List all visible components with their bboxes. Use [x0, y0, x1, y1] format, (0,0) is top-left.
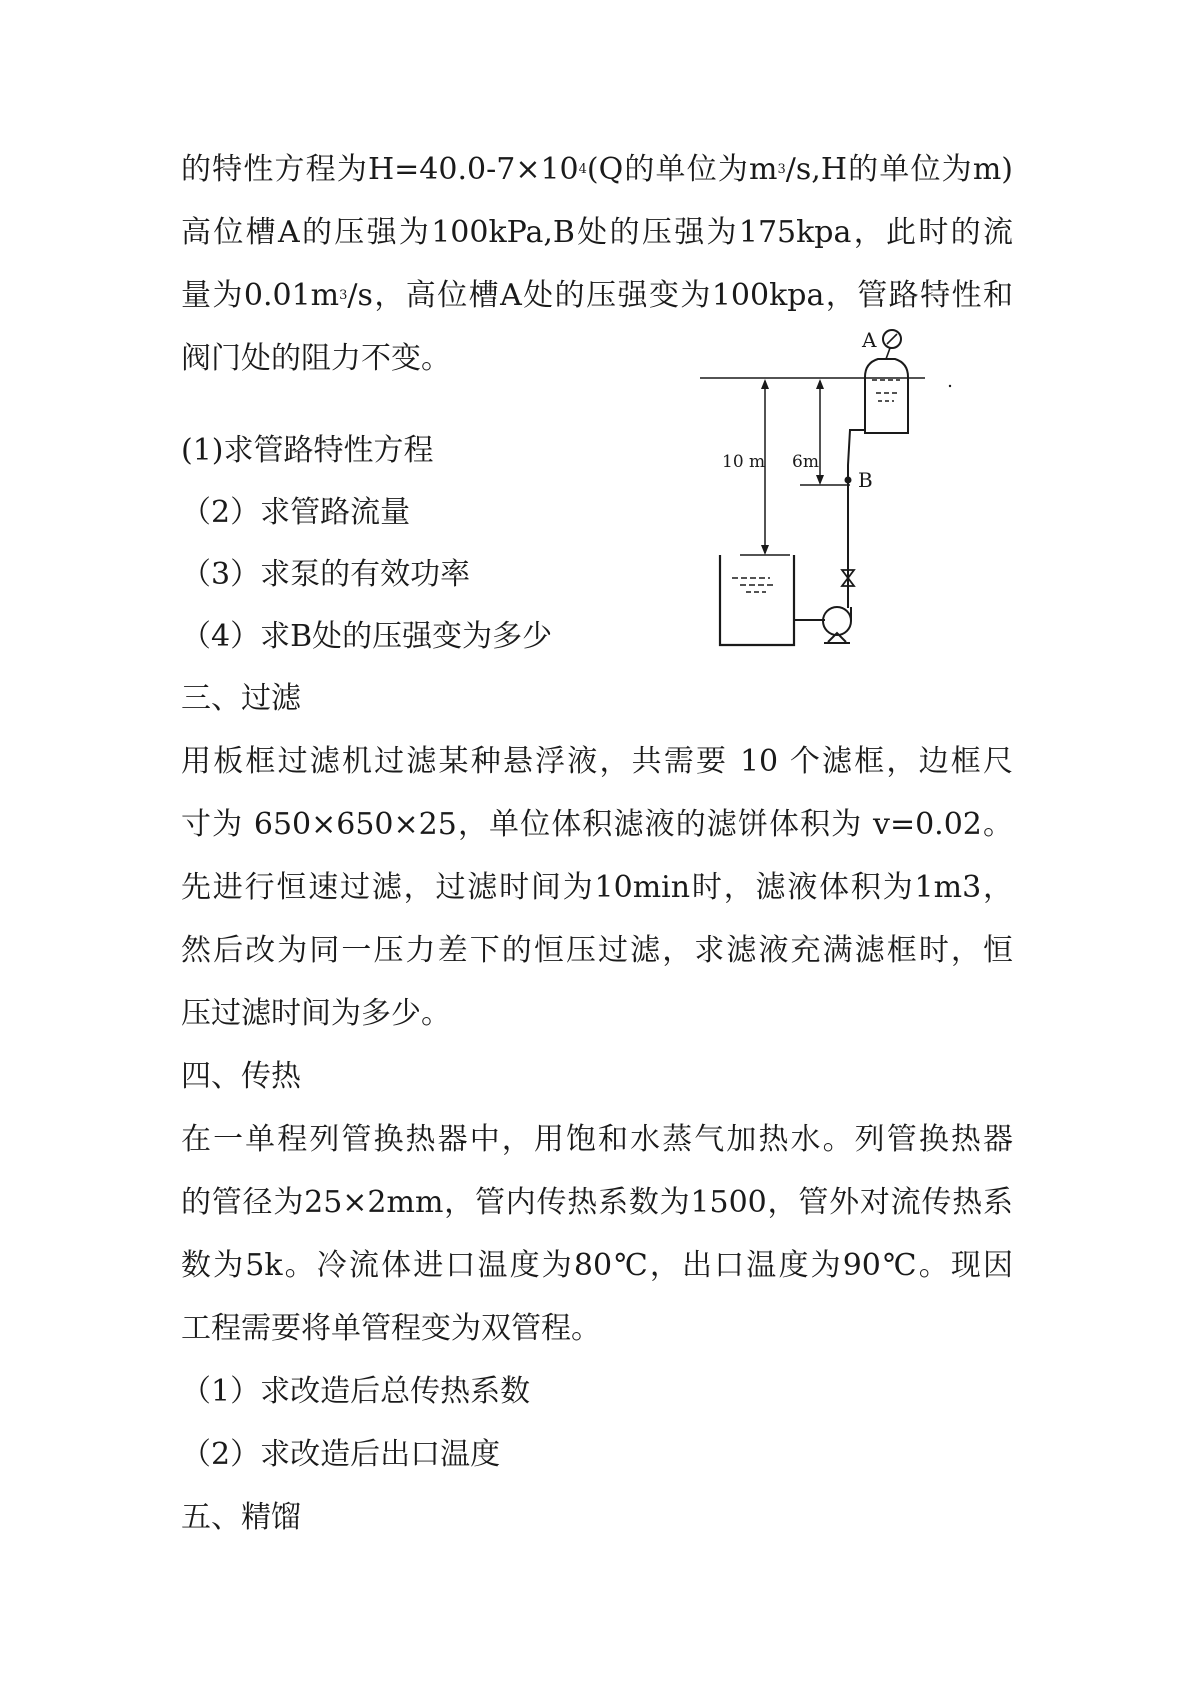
section4-line-4: 工程需要将单管程变为双管程。	[181, 1311, 601, 1346]
problem2-line-3: 量为$0.01m^3/s$，高位槽A处的压强变为100kpa，管路特性和	[181, 278, 1013, 313]
section4-line-2: 的管径为25×2mm，管内传热系数为1500，管外对流传热系	[181, 1185, 1013, 1220]
problem2-line-4: 阀门处的阻力不变。	[181, 341, 451, 376]
section4-heading: 四、传热	[181, 1059, 301, 1094]
section4-line-1: 在一单程列管换热器中，用饱和水蒸气加热水。列管换热器	[181, 1122, 1013, 1157]
problem2-question-2: （2）求管路流量	[181, 495, 411, 530]
section4-question-1: （1）求改造后总传热系数	[181, 1374, 531, 1409]
pump-tank-diagram	[700, 328, 970, 655]
section3-line-5: 压过滤时间为多少。	[181, 996, 451, 1031]
lower-tank-liquid	[732, 578, 776, 592]
point-b-dot	[845, 477, 852, 484]
section4-line-3: 数为5k。冷流体进口温度为80℃，出口温度为90℃。现因	[181, 1248, 1013, 1283]
problem2-question-4: （4）求B处的压强变为多少	[181, 619, 553, 654]
section3-line-3: 先进行恒速过滤，过滤时间为10min时，滤液体积为1m3，	[181, 870, 1013, 905]
dimension-10m-label: 10 m	[722, 452, 766, 472]
section4-question-2: （2）求改造后出口温度	[181, 1437, 501, 1472]
upper-tank	[865, 359, 908, 433]
problem2-question-3: （3）求泵的有效功率	[181, 557, 471, 592]
upper-tank-liquid	[872, 380, 900, 401]
problem2-line-1: 的特性方程为$H=40.0-7\times 10^4(Q$的单位为$m^3/s,H$的单位为m)	[181, 152, 1013, 187]
section5-heading: 五、精馏	[181, 1500, 301, 1535]
pump	[823, 607, 851, 643]
dimension-6m-label: 6m	[792, 452, 819, 472]
section3-heading: 三、过滤	[181, 681, 301, 716]
lower-tank	[720, 555, 794, 645]
tank-a-label: A	[862, 328, 877, 352]
section3-line-2: 寸为 650×650×25，单位体积滤液的滤饼体积为 v=0.02。	[181, 807, 1013, 842]
section3-line-4: 然后改为同一压力差下的恒压过滤，求滤液充满滤框时，恒	[181, 933, 1013, 968]
problem2-line-2: 高位槽A的压强为100kPa,B处的压强为175kpa，此时的流	[181, 215, 1013, 250]
point-b-label: B	[858, 468, 873, 492]
section3-line-1: 用板框过滤机过滤某种悬浮液，共需要 10 个滤框，边框尺	[181, 744, 1013, 779]
problem2-question-1: (1)求管路特性方程	[181, 433, 434, 468]
